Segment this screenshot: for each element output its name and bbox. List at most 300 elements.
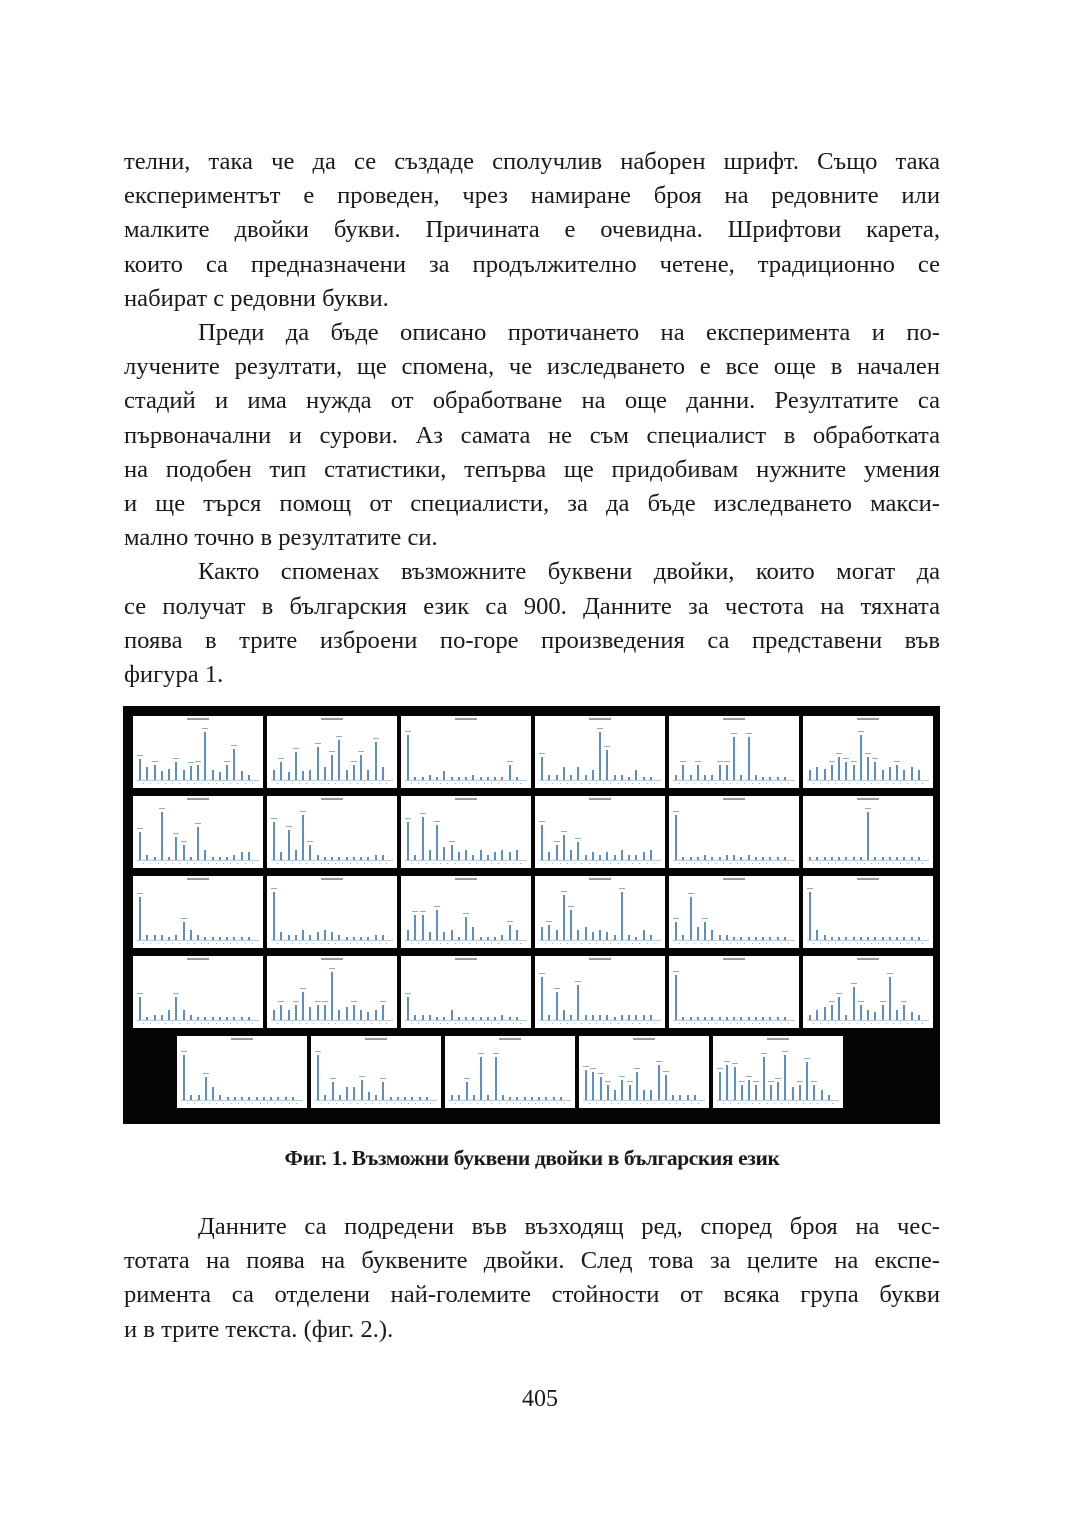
mini-chart-panel [445,1036,575,1108]
mini-chart-bar-label [673,811,679,812]
mini-chart-bar-label [739,1081,745,1082]
mini-chart-tick [267,1103,268,1104]
mini-chart-tick [654,783,655,784]
mini-chart-tick [849,943,850,944]
mini-chart-baseline [539,1020,661,1021]
mini-chart-tick [835,1023,836,1024]
mini-chart-bar-label [561,891,567,892]
mini-chart-tick [835,863,836,864]
mini-chart-bar [704,855,706,860]
mini-chart-tick [237,863,238,864]
mini-chart-baseline [405,940,527,941]
mini-chart-bar [443,932,445,940]
mini-chart-bar-label [137,755,143,756]
mini-chart-bar [643,1015,645,1020]
mini-chart-baseline [181,1100,303,1101]
mini-chart-tick [371,1023,372,1024]
mini-chart-bar [494,1017,496,1020]
mini-chart-bar [874,937,876,940]
mini-chart-bar [292,1097,294,1100]
mini-chart-bar [168,857,170,860]
mini-chart-tick [447,783,448,784]
mini-chart-bar [226,765,228,780]
mini-chart-panel [133,876,263,948]
mini-chart-tick [723,1023,724,1024]
mini-chart-tick [277,863,278,864]
mini-chart-tick [886,783,887,784]
mini-chart-bar [233,1017,235,1020]
mini-chart-bar [422,777,424,780]
mini-chart-bar [726,1017,728,1020]
mini-chart-bar [556,775,558,780]
mini-chart-bar-label [590,1068,596,1069]
mini-chart-tick [723,783,724,784]
mini-chart-bar-label [732,1063,738,1064]
mini-chart-bar [414,855,416,860]
mini-chart-bar [414,915,416,940]
mini-chart-tick [744,863,745,864]
mini-chart-tick [321,1103,322,1104]
mini-chart-bar [853,857,855,860]
mini-chart-tick [900,863,901,864]
mini-chart-tick [589,863,590,864]
mini-chart-bar [748,855,750,860]
mini-chart-bar-label [673,971,679,972]
mini-chart-bar [382,1005,384,1020]
mini-chart-bar [280,852,282,860]
mini-chart-bar [769,777,771,780]
mini-chart-tick [625,863,626,864]
mini-chart-tick [252,783,253,784]
mini-chart-bar [263,1097,265,1100]
mini-chart-tick [618,1103,619,1104]
mini-chart-tick [194,943,195,944]
mini-chart-tick [299,863,300,864]
mini-chart-bar-label [405,993,411,994]
mini-chart-title [669,798,799,801]
mini-chart-bar-label [554,988,560,989]
mini-chart-bar-label [746,733,752,734]
mini-chart-bar [443,771,445,780]
mini-chart-bar [831,765,833,780]
mini-chart-tick [237,943,238,944]
mini-chart-bar [733,937,735,940]
mini-chart-bar-label [673,918,679,919]
mini-chart-bar [480,937,482,940]
mini-chart-bar-label [181,841,187,842]
mini-chart-tick [828,943,829,944]
mini-chart-bar-label [380,1078,386,1079]
mini-chart-bar [204,850,206,860]
mini-chart-bar [784,937,786,940]
mini-chart-tick [900,783,901,784]
mini-chart-tick [328,1023,329,1024]
mini-chart-tick [386,1023,387,1024]
mini-chart-bar-label [656,1061,662,1062]
mini-chart-bar [302,992,304,1020]
mini-chart-bar [592,1072,594,1100]
mini-chart-tick [694,1023,695,1024]
mini-chart-tick [694,863,695,864]
mini-chart-tick [535,1103,536,1104]
mini-chart-bar-label [137,828,143,829]
mini-chart-tick [313,863,314,864]
mini-chart-tick [738,1103,739,1104]
mini-chart-baseline [539,780,661,781]
mini-chart-bar [346,770,348,780]
mini-chart-bar [755,937,757,940]
mini-chart-tick [759,1103,760,1104]
mini-chart-bar [650,1015,652,1020]
mini-chart-bar [799,1085,801,1100]
mini-chart-tick [545,1023,546,1024]
mini-chart-tick [230,943,231,944]
mini-chart-bar-label [336,736,342,737]
mini-chart-tick [567,943,568,944]
mini-chart-tick [647,783,648,784]
mini-chart-bar [494,937,496,940]
mini-chart-bar-label [663,1071,669,1072]
mini-chart-bar [675,775,677,780]
mini-chart-bar [599,732,601,780]
mini-chart-tick [849,863,850,864]
mini-chart-bar [697,927,699,940]
mini-chart-bar [472,1017,474,1020]
mini-chart-tick [878,943,879,944]
mini-chart-tick [893,1023,894,1024]
mini-chart-tick [172,1023,173,1024]
mini-chart-bar [309,770,311,780]
mini-chart-panel [669,796,799,868]
mini-chart-tick [596,1023,597,1024]
mini-chart-tick [618,863,619,864]
mini-chart-tick [306,783,307,784]
mini-chart-tick [230,1023,231,1024]
mini-chart-baseline [807,860,929,861]
text-line: Данните са подредени във възходящ ред, според броя на чес- [198,1213,940,1240]
mini-chart-bar [233,937,235,940]
mini-chart-bar [556,845,558,860]
mini-chart-bar-label [358,751,364,752]
mini-chart-bar [570,775,572,780]
mini-chart-baseline [807,1020,929,1021]
mini-chart-bar [755,857,757,860]
mini-chart-tick [386,783,387,784]
mini-chart-baseline [137,780,259,781]
mini-chart-bar [628,935,630,940]
mini-chart-tick [813,863,814,864]
mini-chart-bar [248,1097,250,1100]
mini-chart-bar-label [373,738,379,739]
mini-chart-bar [726,1065,728,1100]
mini-chart-tick [828,1023,829,1024]
mini-chart-tick [813,943,814,944]
mini-chart-bar [748,937,750,940]
mini-chart-bar [853,937,855,940]
mini-chart-bar [472,927,474,940]
mini-chart-bar [733,1017,735,1020]
mini-chart-tick [484,943,485,944]
mini-chart-bar [183,845,185,860]
mini-chart-bar-label [546,921,552,922]
mini-chart-bar [643,1090,645,1100]
mini-chart-bar-label [894,761,900,762]
mini-chart-tick [321,943,322,944]
mini-chart-bar [295,752,297,780]
mini-chart-bar-label [688,893,694,894]
mini-chart-bar [317,1005,319,1020]
mini-chart-panel [401,716,531,788]
mini-chart-bar [212,1087,214,1100]
mini-chart-tick [245,783,246,784]
mini-chart-bar [273,892,275,940]
mini-chart-bar [466,1082,468,1100]
mini-chart-tick [752,1103,753,1104]
mini-chart-title [535,958,665,961]
mini-chart-tick [669,1103,670,1104]
mini-chart-bar [831,937,833,940]
text-line: първоначални и сурови. Аз самата не съм специалист в обработката [124,421,940,449]
mini-chart-panel [669,876,799,948]
mini-chart-bar-label [865,808,871,809]
text-line: фигура 1. [124,661,224,689]
mini-chart-tick [484,1023,485,1024]
mini-chart-tick [202,1103,203,1104]
mini-chart-bar [273,1010,275,1020]
mini-chart-bar [280,762,282,780]
mini-chart-tick [603,783,604,784]
mini-chart-bar [288,830,290,860]
mini-chart-panel [267,796,397,868]
mini-chart-tick [878,863,879,864]
mini-chart-tick [567,783,568,784]
mini-chart-bar [458,777,460,780]
mini-chart-bar [763,1057,765,1100]
mini-chart-tick [462,1023,463,1024]
mini-chart-tick [447,943,448,944]
mini-chart-tick [158,863,159,864]
mini-chart-bar [675,975,677,1020]
mini-chart-bar [867,1010,869,1020]
mini-chart-bar [816,930,818,940]
mini-chart-bar [197,935,199,940]
mini-chart-panel [133,716,263,788]
mini-chart-bar [621,1080,623,1100]
mini-chart-bar [748,1017,750,1020]
body-text-bottom [124,1210,940,1347]
mini-chart-tick [179,863,180,864]
mini-chart-tick [284,863,285,864]
mini-chart-title [669,718,799,721]
mini-chart-tick [364,1023,365,1024]
mini-chart-tick [560,863,561,864]
mini-chart-tick [686,943,687,944]
mini-chart-tick [915,783,916,784]
mini-chart-bar [324,767,326,780]
mini-chart-panel [133,796,263,868]
mini-chart-tick [520,1103,521,1104]
mini-chart-tick [462,943,463,944]
mini-chart-bar-label [539,753,545,754]
mini-chart-bar [911,767,913,780]
mini-chart-title [803,798,933,801]
mini-chart-bar [740,937,742,940]
mini-chart-tick [828,863,829,864]
mini-chart-tick [552,1023,553,1024]
mini-chart-tick [433,943,434,944]
mini-chart-bar [309,935,311,940]
mini-chart-bar [360,755,362,780]
mini-chart-bar [769,1017,771,1020]
mini-chart-bar [585,927,587,940]
mini-chart-bar [636,1072,638,1100]
mini-chart-tick [455,863,456,864]
mini-chart-bar [570,1015,572,1020]
mini-chart-tick [781,1103,782,1104]
mini-chart-title [535,878,665,881]
mini-chart-bar-label [702,918,708,919]
mini-chart-tick [893,783,894,784]
mini-chart-tick [506,1103,507,1104]
mini-chart-bar [918,857,920,860]
mini-chart-tick [223,943,224,944]
mini-chart-bar [429,932,431,940]
mini-chart-bar [212,857,214,860]
mini-chart-panel [401,796,531,868]
mini-chart-bar [690,775,692,780]
mini-chart-bar [719,857,721,860]
mini-chart-bar [577,842,579,860]
mini-chart-title [133,878,263,881]
mini-chart-tick [277,1023,278,1024]
mini-chart-bar [175,935,177,940]
mini-chart-bar [838,857,840,860]
mini-chart-bar [675,922,677,940]
mini-chart-bar [585,1015,587,1020]
mini-chart-bar [592,1015,594,1020]
mini-chart-title [579,1038,709,1041]
mini-chart-tick [545,783,546,784]
mini-chart-title [669,878,799,881]
mini-chart-tick [708,943,709,944]
mini-chart-tick [194,1103,195,1104]
mini-chart-bar [175,997,177,1020]
mini-chart-tick [498,943,499,944]
mini-chart-bar [882,770,884,780]
mini-chart-bar [472,855,474,860]
mini-chart-bar [650,850,652,860]
mini-chart-bar [429,850,431,860]
mini-chart-tick [820,943,821,944]
mini-chart-baseline [583,1100,705,1101]
mini-chart-tick [842,943,843,944]
mini-chart-tick [900,1023,901,1024]
mini-chart-tick [245,1023,246,1024]
mini-chart-bar [882,1005,884,1020]
mini-chart-bar [682,765,684,780]
mini-chart-bar-label [604,746,610,747]
mini-chart-tick [759,783,760,784]
mini-chart-bar [806,1062,808,1100]
mini-chart-bar [154,1015,156,1020]
mini-chart-bar [248,1017,250,1020]
mini-chart-tick [364,863,365,864]
mini-chart-tick [545,863,546,864]
mini-chart-tick [284,1023,285,1024]
mini-chart-tick [418,943,419,944]
mini-chart-panel [267,956,397,1028]
mini-chart-tick [477,1103,478,1104]
mini-chart-tick [886,943,887,944]
mini-chart-tick [871,1023,872,1024]
mini-chart-bar [146,767,148,780]
mini-chart-bar [719,1017,721,1020]
mini-chart-tick [639,1023,640,1024]
mini-chart-bar [501,1015,503,1020]
mini-chart-tick [654,863,655,864]
mini-chart-tick [469,863,470,864]
mini-chart-bar [407,997,409,1020]
mini-chart-tick [470,1103,471,1104]
text-line: и ще търся помощ от специалисти, за да бъде изследването макси- [124,490,940,518]
mini-chart-baseline [271,780,393,781]
mini-chart-tick [813,1023,814,1024]
mini-chart-tick [386,943,387,944]
mini-chart-tick [281,1103,282,1104]
mini-chart-tick [737,943,738,944]
mini-chart-bar-label [137,993,143,994]
mini-chart-bar [860,1005,862,1020]
mini-chart-bar [570,850,572,860]
mini-chart-bar-label [575,838,581,839]
mini-chart-bar [458,937,460,940]
mini-chart-bar [168,937,170,940]
mini-chart-bar [509,1017,511,1020]
mini-chart-bar [241,937,243,940]
mini-chart-bar [599,1015,601,1020]
mini-chart-tick [513,1023,514,1024]
mini-chart-bar-label [329,751,335,752]
mini-chart-bar [882,857,884,860]
mini-chart-bar [414,777,416,780]
mini-chart-tick [216,943,217,944]
mini-chart-bar [577,767,579,780]
mini-chart-bar [407,930,409,940]
mini-chart-bar [548,1015,550,1020]
mini-chart-bar-label [782,1051,788,1052]
mini-chart-tick [759,1023,760,1024]
mini-chart-bar [682,935,684,940]
mini-chart-bar [541,757,543,780]
mini-chart-bar [918,770,920,780]
mini-chart-bar [740,857,742,860]
mini-chart-bar [154,765,156,780]
mini-chart-tick [484,783,485,784]
mini-chart-tick [715,863,716,864]
mini-chart-bar [516,1097,518,1100]
mini-chart-tick [313,1023,314,1024]
mini-chart-bar [563,835,565,860]
mini-chart-bar [697,765,699,780]
mini-chart-bar [382,767,384,780]
mini-chart-bar-label [278,758,284,759]
mini-chart-tick [752,783,753,784]
mini-chart-bar [903,770,905,780]
mini-chart-bar-label [717,1068,723,1069]
mini-chart-tick [252,863,253,864]
mini-chart-bar [541,825,543,860]
mini-chart-tick [426,1023,427,1024]
